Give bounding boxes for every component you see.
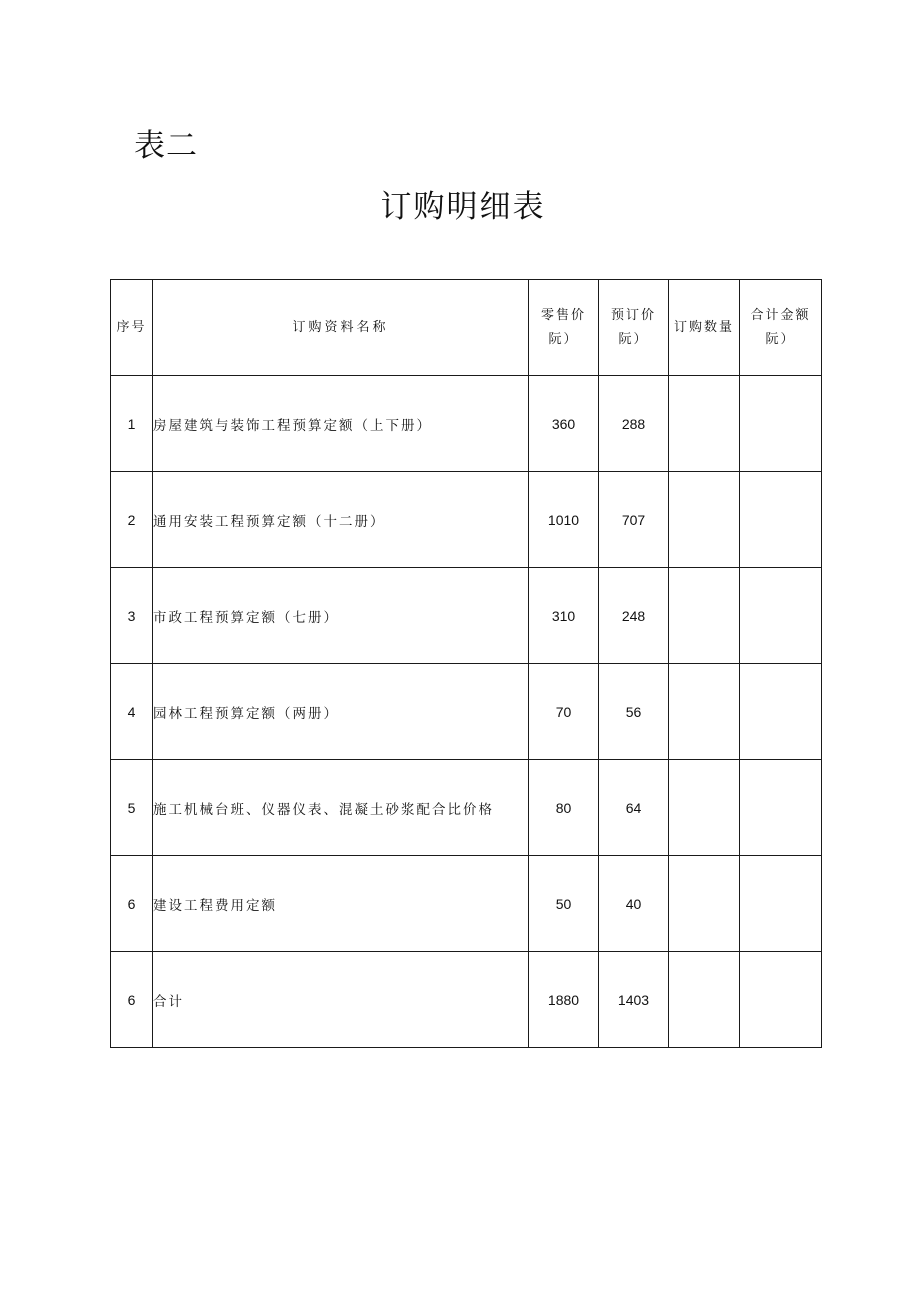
cell-quantity[interactable]	[669, 664, 740, 760]
header-preorder-price	[599, 280, 669, 376]
cell-quantity[interactable]	[669, 568, 740, 664]
header-row	[111, 280, 822, 376]
cell-quantity[interactable]	[669, 856, 740, 952]
header-total-line1: 合计金额	[750, 307, 811, 323]
cell-name: 通用安装工程预算定额（十二册）	[153, 472, 529, 568]
cell-quantity[interactable]	[669, 760, 740, 856]
cell-total[interactable]	[740, 856, 822, 952]
cell-total[interactable]	[740, 568, 822, 664]
cell-preorder: 1403	[599, 952, 669, 1048]
cell-seq: 6	[111, 952, 153, 1048]
cell-retail: 1010	[529, 472, 599, 568]
header-quantity: 订购数量	[669, 280, 740, 376]
cell-seq: 6	[111, 856, 153, 952]
header-retail-line2: 阮）	[548, 331, 579, 347]
cell-seq: 4	[111, 664, 153, 760]
cell-total[interactable]	[740, 376, 822, 472]
cell-total[interactable]	[740, 952, 822, 1048]
header-preorder-line2: 阮）	[618, 331, 649, 347]
table-row	[111, 856, 822, 952]
table-row	[111, 664, 822, 760]
cell-quantity[interactable]	[669, 376, 740, 472]
cell-retail: 1880	[529, 952, 599, 1048]
cell-quantity[interactable]	[669, 952, 740, 1048]
page-title: 订购明细表	[380, 189, 546, 225]
cell-name: 市政工程预算定额（七册）	[153, 568, 529, 664]
table-row	[111, 760, 822, 856]
cell-retail: 80	[529, 760, 599, 856]
cell-seq: 1	[111, 376, 153, 472]
cell-name: 建设工程费用定额	[153, 856, 529, 952]
cell-name: 园林工程预算定额（两册）	[153, 664, 529, 760]
header-total-amount	[740, 280, 822, 376]
total-row	[111, 952, 822, 1048]
cell-total[interactable]	[740, 664, 822, 760]
cell-preorder: 707	[599, 472, 669, 568]
cell-quantity[interactable]	[669, 472, 740, 568]
header-seq: 序号	[111, 280, 153, 376]
cell-seq: 2	[111, 472, 153, 568]
cell-total[interactable]	[740, 472, 822, 568]
cell-total[interactable]	[740, 760, 822, 856]
cell-preorder: 248	[599, 568, 669, 664]
cell-preorder: 288	[599, 376, 669, 472]
cell-preorder: 64	[599, 760, 669, 856]
cell-preorder: 40	[599, 856, 669, 952]
table-row	[111, 472, 822, 568]
cell-seq: 5	[111, 760, 153, 856]
header-name: 订购资料名称	[153, 280, 529, 376]
header-retail-price	[529, 280, 599, 376]
header-retail-line1: 零售价	[540, 307, 586, 323]
cell-name: 施工机械台班、仪器仪表、混凝土砂浆配合比价格	[153, 760, 529, 856]
header-total-line2: 阮）	[765, 331, 796, 347]
table-row	[111, 376, 822, 472]
table-row	[111, 568, 822, 664]
table-label: 表二	[134, 128, 198, 164]
cell-name: 合计	[153, 952, 529, 1048]
header-preorder-line1: 预订价	[610, 307, 656, 323]
cell-name: 房屋建筑与装饰工程预算定额（上下册）	[153, 376, 529, 472]
cell-seq: 3	[111, 568, 153, 664]
cell-retail: 50	[529, 856, 599, 952]
cell-preorder: 56	[599, 664, 669, 760]
cell-retail: 360	[529, 376, 599, 472]
cell-retail: 70	[529, 664, 599, 760]
cell-retail: 310	[529, 568, 599, 664]
order-table	[110, 279, 822, 1048]
